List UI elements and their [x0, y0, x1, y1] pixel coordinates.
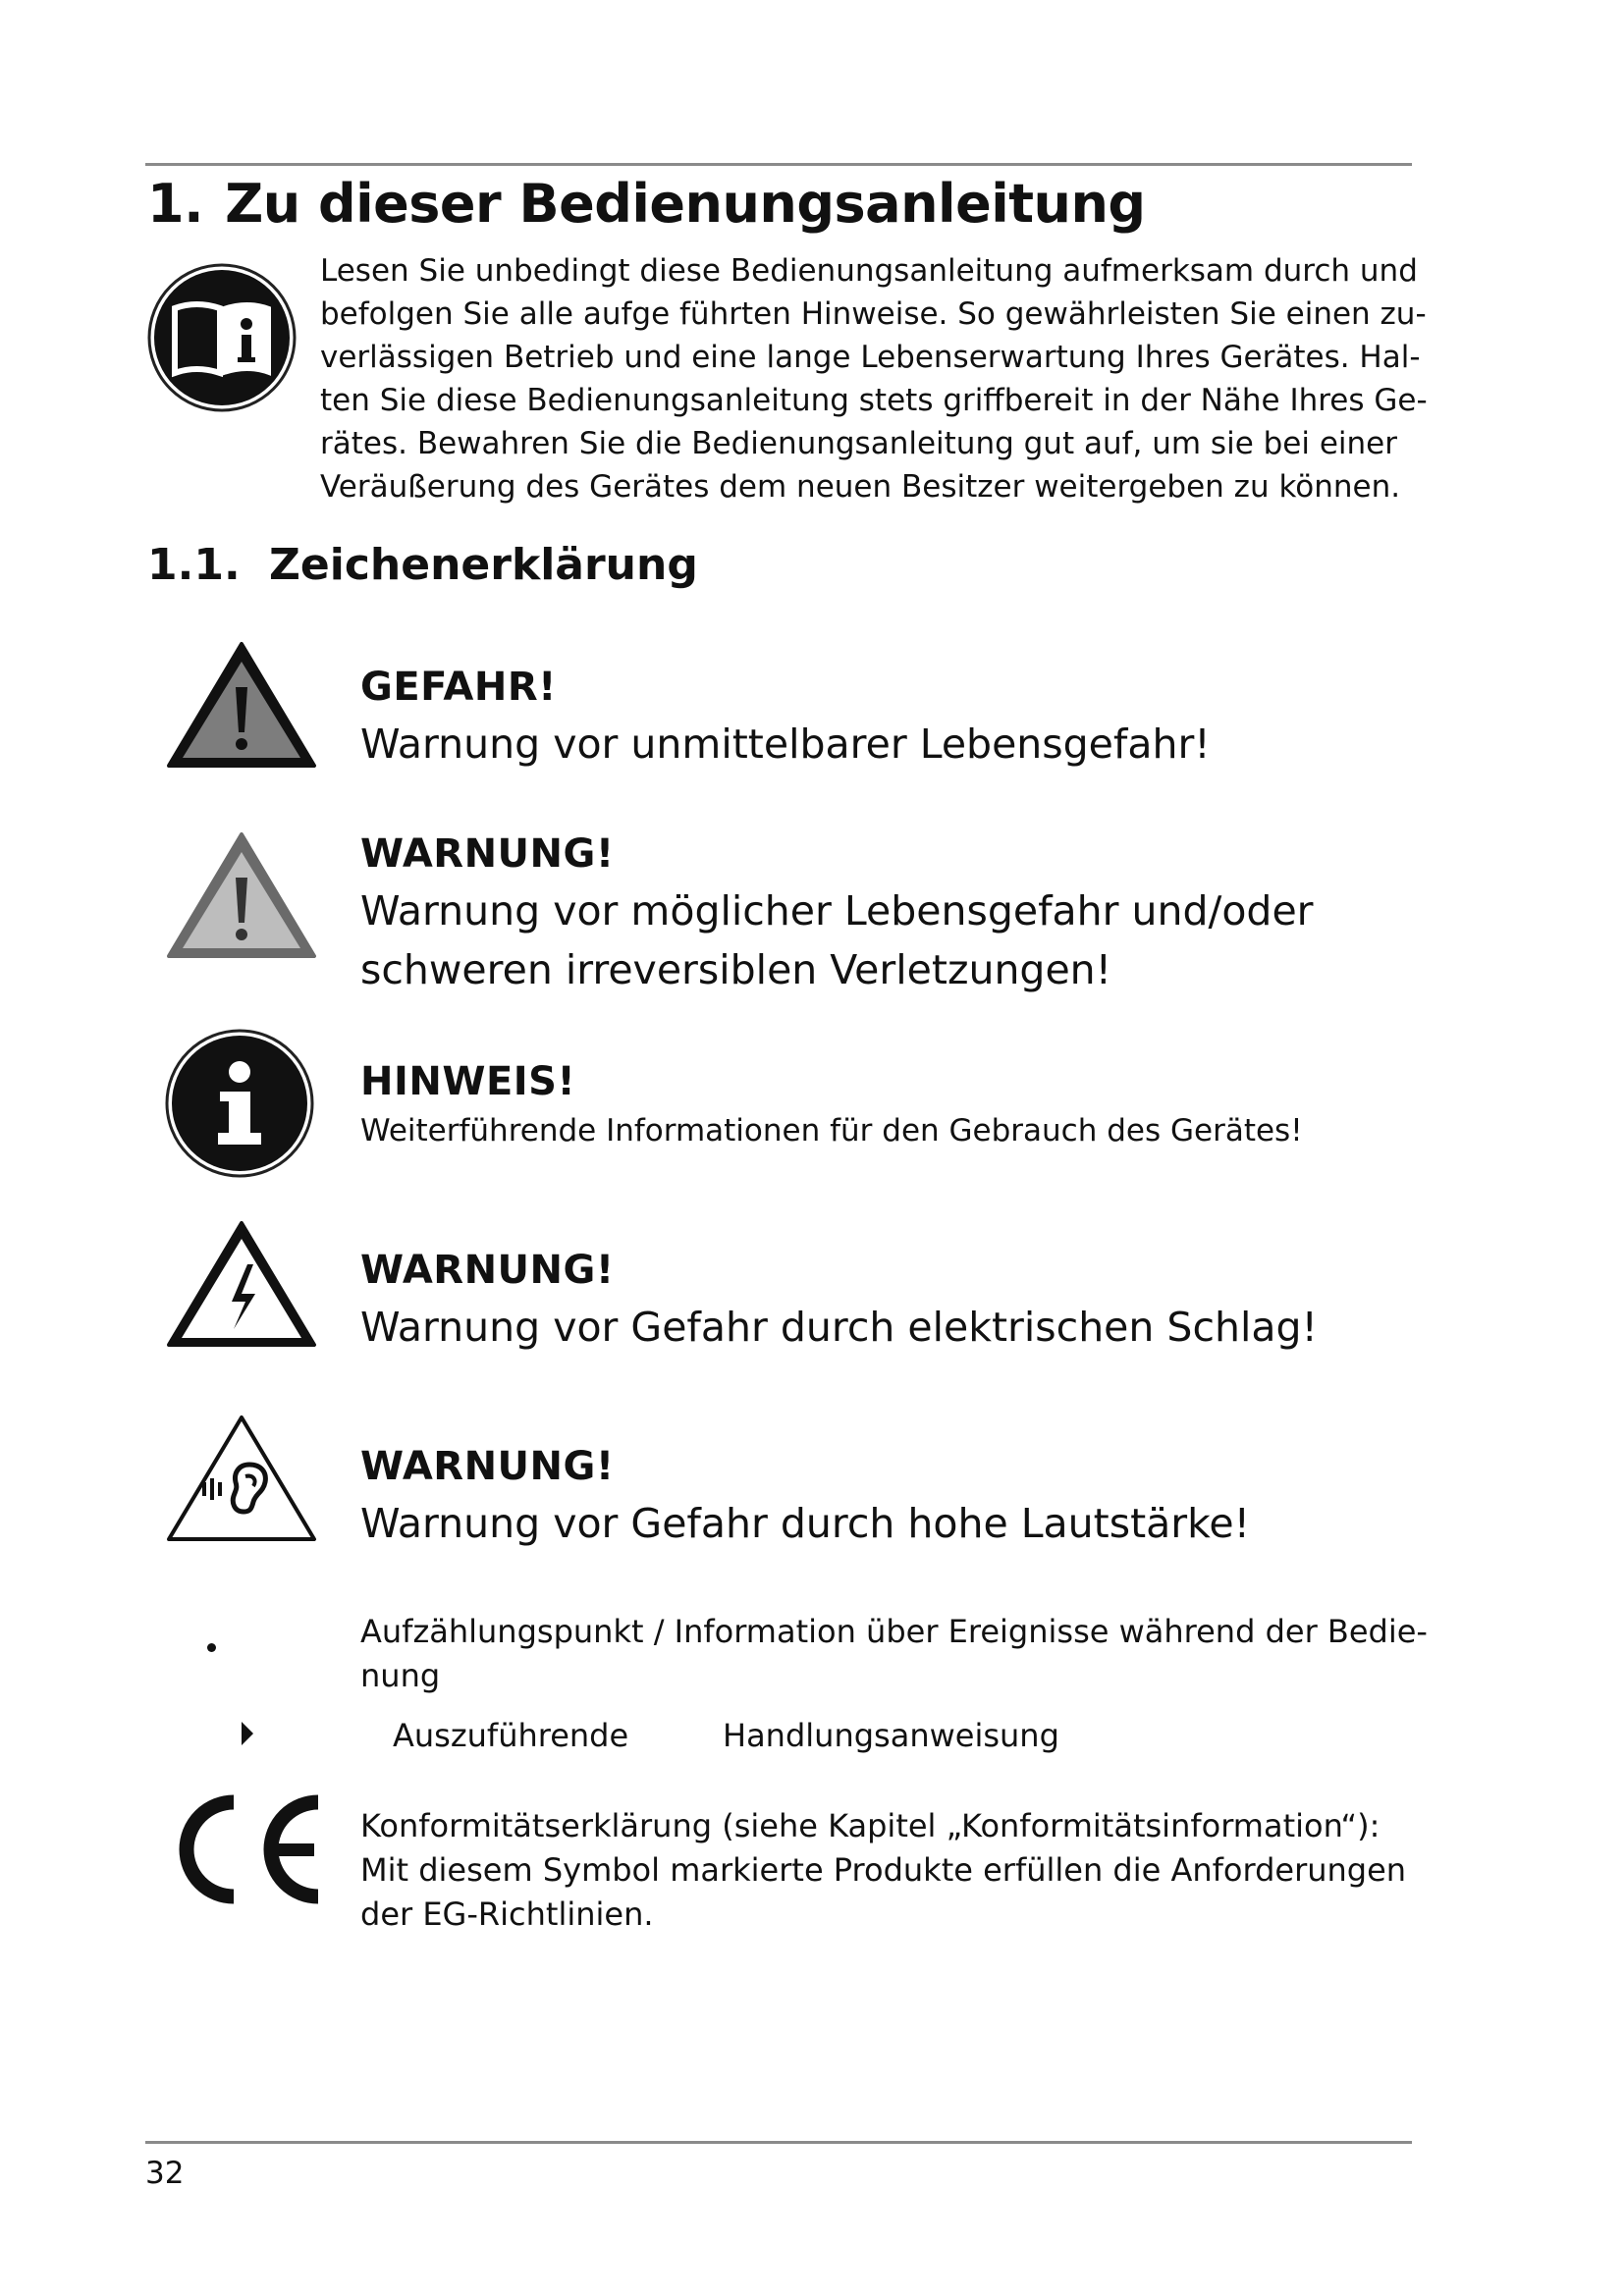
top-rule: [145, 163, 1412, 166]
intro-paragraph: [320, 249, 1428, 508]
section-title: Zu dieser Bedienungsanleitung: [225, 173, 1146, 235]
symbol-title: GEFAHR!: [360, 665, 557, 710]
danger-triangle-icon: [165, 640, 318, 770]
loud-volume-triangle-icon: [165, 1414, 318, 1543]
subsection-heading: [147, 540, 698, 590]
bullet-line: nung: [360, 1657, 441, 1694]
intro-line: rätes. Bewahren Sie die Bedienungsanleitung gut auf, um sie bei einer: [320, 426, 1397, 461]
symbol-description: Weiterführende Informationen für den Gebrauch des Gerätes!: [360, 1113, 1303, 1148]
subsection-number: 1.1.: [147, 540, 241, 590]
ce-mark-icon: [165, 1792, 324, 1906]
symbol-title: WARNUNG!: [360, 831, 615, 877]
electric-shock-triangle-icon: [165, 1219, 318, 1349]
bottom-rule: [145, 2141, 1412, 2144]
bullet-dot-icon: [207, 1643, 216, 1652]
ce-line: Mit diesem Symbol markierte Produkte erfüllen die Anforderungen: [360, 1851, 1407, 1889]
symbol-warning: [360, 827, 1314, 999]
symbol-title: WARNUNG!: [360, 1248, 615, 1293]
symbol-description: schweren irreversiblen Verletzungen!: [360, 946, 1112, 993]
info-circle-icon: [165, 1029, 314, 1178]
section-number: 1.: [147, 173, 204, 235]
intro-line: befolgen Sie alle aufge führten Hinweise. So gewährleisten Sie einen zu-: [320, 296, 1427, 332]
action-word-1: Auszuführende: [393, 1717, 629, 1754]
intro-line: verlässigen Betrieb und eine lange Lebenserwartung Ihres Gerätes. Hal-: [320, 340, 1421, 375]
section-heading: [147, 173, 1146, 235]
symbol-description: Warnung vor Gefahr durch hohe Lautstärke!: [360, 1500, 1251, 1547]
ce-line: der EG-Richtlinien.: [360, 1896, 654, 1933]
intro-line: Lesen Sie unbedingt diese Bedienungsanleitung aufmerksam durch und: [320, 253, 1418, 289]
bullet-description: [360, 1610, 1428, 1698]
ce-description: [360, 1804, 1406, 1937]
page-number: 32: [145, 2156, 185, 2191]
symbol-electric-warning: [360, 1243, 1318, 1357]
symbol-description: Warnung vor Gefahr durch elektrischen Schlag!: [360, 1304, 1318, 1351]
symbol-title: HINWEIS!: [360, 1059, 576, 1104]
bullet-line: Aufzählungspunkt / Information über Ereignisse während der Bedie-: [360, 1613, 1428, 1650]
intro-line: ten Sie diese Bedienungsanleitung stets griffbereit in der Nähe Ihres Ge-: [320, 383, 1428, 418]
ce-line: Konformitätserklärung (siehe Kapitel „Konformitätsinformation“):: [360, 1807, 1380, 1844]
symbol-note: [360, 1054, 1303, 1152]
arrow-right-icon: [242, 1722, 253, 1745]
symbol-volume-warning: [360, 1439, 1250, 1553]
action-word-2: Handlungsanweisung: [723, 1717, 1059, 1754]
symbol-description: Warnung vor unmittelbarer Lebensgefahr!: [360, 721, 1211, 768]
symbol-title: WARNUNG!: [360, 1444, 615, 1489]
symbol-description: Warnung vor möglicher Lebensgefahr und/oder: [360, 887, 1314, 934]
intro-line: Veräußerung des Gerätes dem neuen Besitzer weitergeben zu können.: [320, 469, 1401, 505]
subsection-title: Zeichenerklärung: [269, 540, 698, 590]
warning-triangle-icon: [165, 830, 318, 960]
symbol-danger: [360, 660, 1211, 774]
manual-info-icon: [147, 263, 297, 412]
